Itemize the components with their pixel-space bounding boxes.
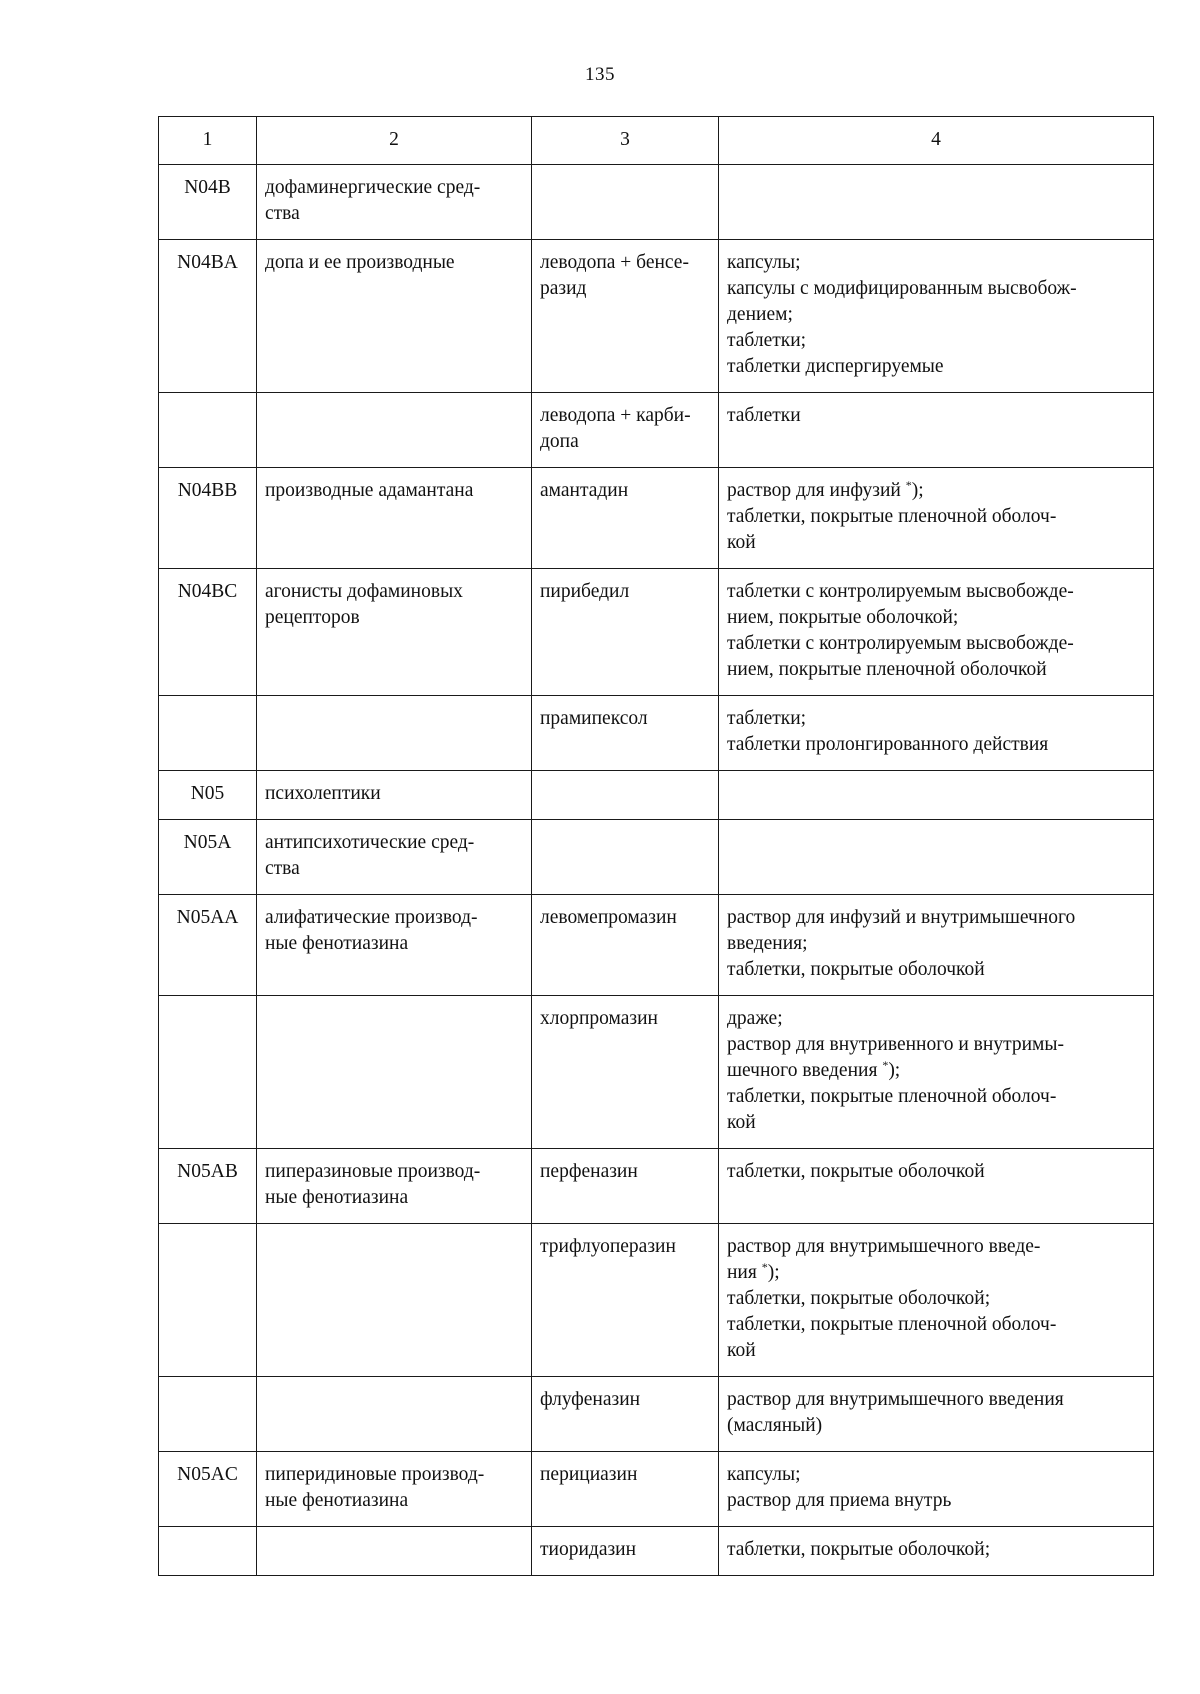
group-name-line: дофаминергические сред- bbox=[265, 177, 481, 198]
group-name-line: ные фенотиазина bbox=[265, 933, 409, 954]
group-name-line: рецепторов bbox=[265, 607, 360, 628]
atc-code-cell: N04BA bbox=[159, 240, 257, 393]
group-name-line: антипсихотические сред- bbox=[265, 832, 475, 853]
dosage-forms-line: таблетки, покрытые оболочкой; bbox=[727, 1539, 991, 1560]
table-row bbox=[159, 1224, 1154, 1377]
dosage-forms-cell bbox=[719, 1377, 1154, 1452]
drug-name-cell bbox=[532, 393, 719, 468]
dosage-forms-line: капсулы; bbox=[727, 252, 801, 273]
dosage-forms-line: раствор для внутримышечного введе- bbox=[727, 1236, 1041, 1257]
group-name-line: допа и ее производные bbox=[265, 252, 455, 273]
group-name-line: пиперидиновые производ- bbox=[265, 1464, 485, 1485]
group-name-line: агонисты дофаминовых bbox=[265, 581, 463, 602]
drug-name-line: перициазин bbox=[540, 1464, 638, 1485]
table-row bbox=[159, 1377, 1154, 1452]
drug-name-cell bbox=[532, 1527, 719, 1576]
dosage-forms-cell bbox=[719, 996, 1154, 1149]
drug-name-cell bbox=[532, 696, 719, 771]
atc-code-cell bbox=[159, 696, 257, 771]
header-cell-3: 3 bbox=[532, 117, 719, 165]
drug-name-line: леводопа + карби- bbox=[540, 405, 691, 426]
dosage-forms-cell bbox=[719, 696, 1154, 771]
atc-code-cell: N05AB bbox=[159, 1149, 257, 1224]
group-name-cell bbox=[257, 1452, 532, 1527]
dosage-forms-line: раствор для приема внутрь bbox=[727, 1490, 952, 1511]
header-cell-2: 2 bbox=[257, 117, 532, 165]
group-name-cell bbox=[257, 393, 532, 468]
dosage-forms-cell bbox=[719, 820, 1154, 895]
group-name-cell bbox=[257, 240, 532, 393]
atc-code-cell: N05A bbox=[159, 820, 257, 895]
drug-name-line: левомепромазин bbox=[540, 907, 677, 928]
group-name-cell bbox=[257, 696, 532, 771]
group-name-cell bbox=[257, 820, 532, 895]
dosage-forms-line: таблетки диспергируемые bbox=[727, 356, 944, 377]
header-cell-4: 4 bbox=[719, 117, 1154, 165]
dosage-forms-line: кой bbox=[727, 1340, 756, 1361]
drug-name-line: перфеназин bbox=[540, 1161, 638, 1182]
drug-name-cell bbox=[532, 1377, 719, 1452]
drug-name-line: амантадин bbox=[540, 480, 629, 501]
drug-name-cell bbox=[532, 1224, 719, 1377]
table-header-row bbox=[159, 117, 1154, 165]
drug-name-line: разид bbox=[540, 278, 587, 299]
group-name-cell bbox=[257, 1377, 532, 1452]
dosage-forms-line: таблетки, покрытые оболочкой; bbox=[727, 1288, 991, 1309]
footnote-asterisk: * bbox=[761, 1260, 768, 1274]
dosage-forms-line: таблетки с контролируемым высвобожде- bbox=[727, 581, 1074, 602]
table-row bbox=[159, 696, 1154, 771]
medication-table bbox=[158, 116, 1154, 1576]
atc-code-cell bbox=[159, 1224, 257, 1377]
group-name-cell bbox=[257, 895, 532, 996]
group-name-cell bbox=[257, 771, 532, 820]
header-cell-1: 1 bbox=[159, 117, 257, 165]
table-row bbox=[159, 996, 1154, 1149]
dosage-forms-line: таблетки, покрытые оболочкой bbox=[727, 959, 985, 980]
table-row bbox=[159, 1527, 1154, 1576]
dosage-forms-line: капсулы; bbox=[727, 1464, 801, 1485]
dosage-forms-cell bbox=[719, 468, 1154, 569]
table-row bbox=[159, 468, 1154, 569]
atc-code-cell bbox=[159, 1377, 257, 1452]
dosage-forms-line: таблетки, покрытые оболочкой bbox=[727, 1161, 985, 1182]
dosage-forms-line: таблетки; bbox=[727, 708, 807, 729]
dosage-forms-line: кой bbox=[727, 1112, 756, 1133]
dosage-forms-line: драже; bbox=[727, 1008, 783, 1029]
dosage-forms-line: таблетки, покрытые пленочной оболоч- bbox=[727, 506, 1057, 527]
dosage-forms-line: (масляный) bbox=[727, 1415, 823, 1436]
group-name-cell bbox=[257, 1527, 532, 1576]
atc-code-cell: N05 bbox=[159, 771, 257, 820]
dosage-forms-cell bbox=[719, 165, 1154, 240]
table-row bbox=[159, 165, 1154, 240]
table-row bbox=[159, 820, 1154, 895]
atc-code-cell: N04BC bbox=[159, 569, 257, 696]
group-name-cell bbox=[257, 569, 532, 696]
dosage-forms-line: раствор для внутримышечного введения bbox=[727, 1389, 1064, 1410]
dosage-forms-line: таблетки bbox=[727, 405, 801, 426]
group-name-line: ные фенотиазина bbox=[265, 1187, 409, 1208]
dosage-forms-line: таблетки, покрытые пленочной оболоч- bbox=[727, 1314, 1057, 1335]
dosage-forms-line: ния *); bbox=[727, 1260, 780, 1283]
dosage-forms-line: раствор для инфузий и внутримышечного bbox=[727, 907, 1076, 928]
dosage-forms-line: раствор для внутривенного и внутримы- bbox=[727, 1034, 1064, 1055]
drug-name-line: хлорпромазин bbox=[540, 1008, 658, 1029]
group-name-cell bbox=[257, 996, 532, 1149]
dosage-forms-cell bbox=[719, 240, 1154, 393]
group-name-cell bbox=[257, 1149, 532, 1224]
table-row bbox=[159, 771, 1154, 820]
drug-name-cell bbox=[532, 569, 719, 696]
drug-name-cell bbox=[532, 820, 719, 895]
atc-code-cell: N05AA bbox=[159, 895, 257, 996]
drug-name-line: допа bbox=[540, 431, 579, 452]
table-row bbox=[159, 1452, 1154, 1527]
drug-name-cell bbox=[532, 1149, 719, 1224]
drug-name-line: трифлуоперазин bbox=[540, 1236, 676, 1257]
atc-code-cell: N05AC bbox=[159, 1452, 257, 1527]
page-number: 135 bbox=[585, 64, 615, 85]
dosage-forms-cell bbox=[719, 393, 1154, 468]
group-name-cell bbox=[257, 1224, 532, 1377]
drug-name-cell bbox=[532, 165, 719, 240]
drug-name-cell bbox=[532, 771, 719, 820]
drug-name-cell bbox=[532, 895, 719, 996]
dosage-forms-line: таблетки пролонгированного действия bbox=[727, 734, 1049, 755]
dosage-forms-line: таблетки с контролируемым высвобожде- bbox=[727, 633, 1074, 654]
table-row bbox=[159, 240, 1154, 393]
group-name-line: ства bbox=[265, 858, 300, 879]
dosage-forms-cell bbox=[719, 1527, 1154, 1576]
drug-name-line: пирибедил bbox=[540, 581, 630, 602]
group-name-line: пиперазиновые производ- bbox=[265, 1161, 481, 1182]
group-name-cell bbox=[257, 165, 532, 240]
dosage-forms-line: таблетки, покрытые пленочной оболоч- bbox=[727, 1086, 1057, 1107]
drug-name-line: тиоридазин bbox=[540, 1539, 637, 1560]
dosage-forms-line: капсулы с модифицированным высвобож- bbox=[727, 278, 1077, 299]
group-name-cell bbox=[257, 468, 532, 569]
dosage-forms-cell bbox=[719, 1149, 1154, 1224]
drug-name-line: леводопа + бенсе- bbox=[540, 252, 689, 273]
group-name-line: алифатические производ- bbox=[265, 907, 478, 928]
drug-name-cell bbox=[532, 1452, 719, 1527]
atc-code-cell bbox=[159, 1527, 257, 1576]
group-name-line: ства bbox=[265, 203, 300, 224]
atc-code-cell bbox=[159, 393, 257, 468]
dosage-forms-cell bbox=[719, 895, 1154, 996]
dosage-forms-line: раствор для инфузий *); bbox=[727, 478, 924, 501]
table-row bbox=[159, 393, 1154, 468]
footnote-asterisk: * bbox=[882, 1058, 889, 1072]
atc-code-cell: N04BB bbox=[159, 468, 257, 569]
group-name-line: ные фенотиазина bbox=[265, 1490, 409, 1511]
drug-name-line: флуфеназин bbox=[540, 1389, 641, 1410]
drug-name-cell bbox=[532, 240, 719, 393]
dosage-forms-cell bbox=[719, 1452, 1154, 1527]
dosage-forms-cell bbox=[719, 1224, 1154, 1377]
dosage-forms-line: дением; bbox=[727, 304, 793, 325]
table-row bbox=[159, 895, 1154, 996]
atc-code-cell: N04B bbox=[159, 165, 257, 240]
drug-name-cell bbox=[532, 996, 719, 1149]
dosage-forms-cell bbox=[719, 771, 1154, 820]
dosage-forms-cell bbox=[719, 569, 1154, 696]
group-name-line: психолептики bbox=[265, 783, 381, 804]
dosage-forms-line: введения; bbox=[727, 933, 808, 954]
dosage-forms-line: нием, покрытые пленочной оболочкой bbox=[727, 659, 1047, 680]
drug-name-cell bbox=[532, 468, 719, 569]
dosage-forms-line: шечного введения *); bbox=[727, 1058, 901, 1081]
table-row bbox=[159, 569, 1154, 696]
drug-name-line: прамипексол bbox=[540, 708, 648, 729]
table-row bbox=[159, 1149, 1154, 1224]
group-name-line: производные адамантана bbox=[265, 480, 474, 501]
footnote-asterisk: * bbox=[905, 478, 912, 492]
dosage-forms-line: нием, покрытые оболочкой; bbox=[727, 607, 959, 628]
atc-code-cell bbox=[159, 996, 257, 1149]
dosage-forms-line: кой bbox=[727, 532, 756, 553]
dosage-forms-line: таблетки; bbox=[727, 330, 807, 351]
